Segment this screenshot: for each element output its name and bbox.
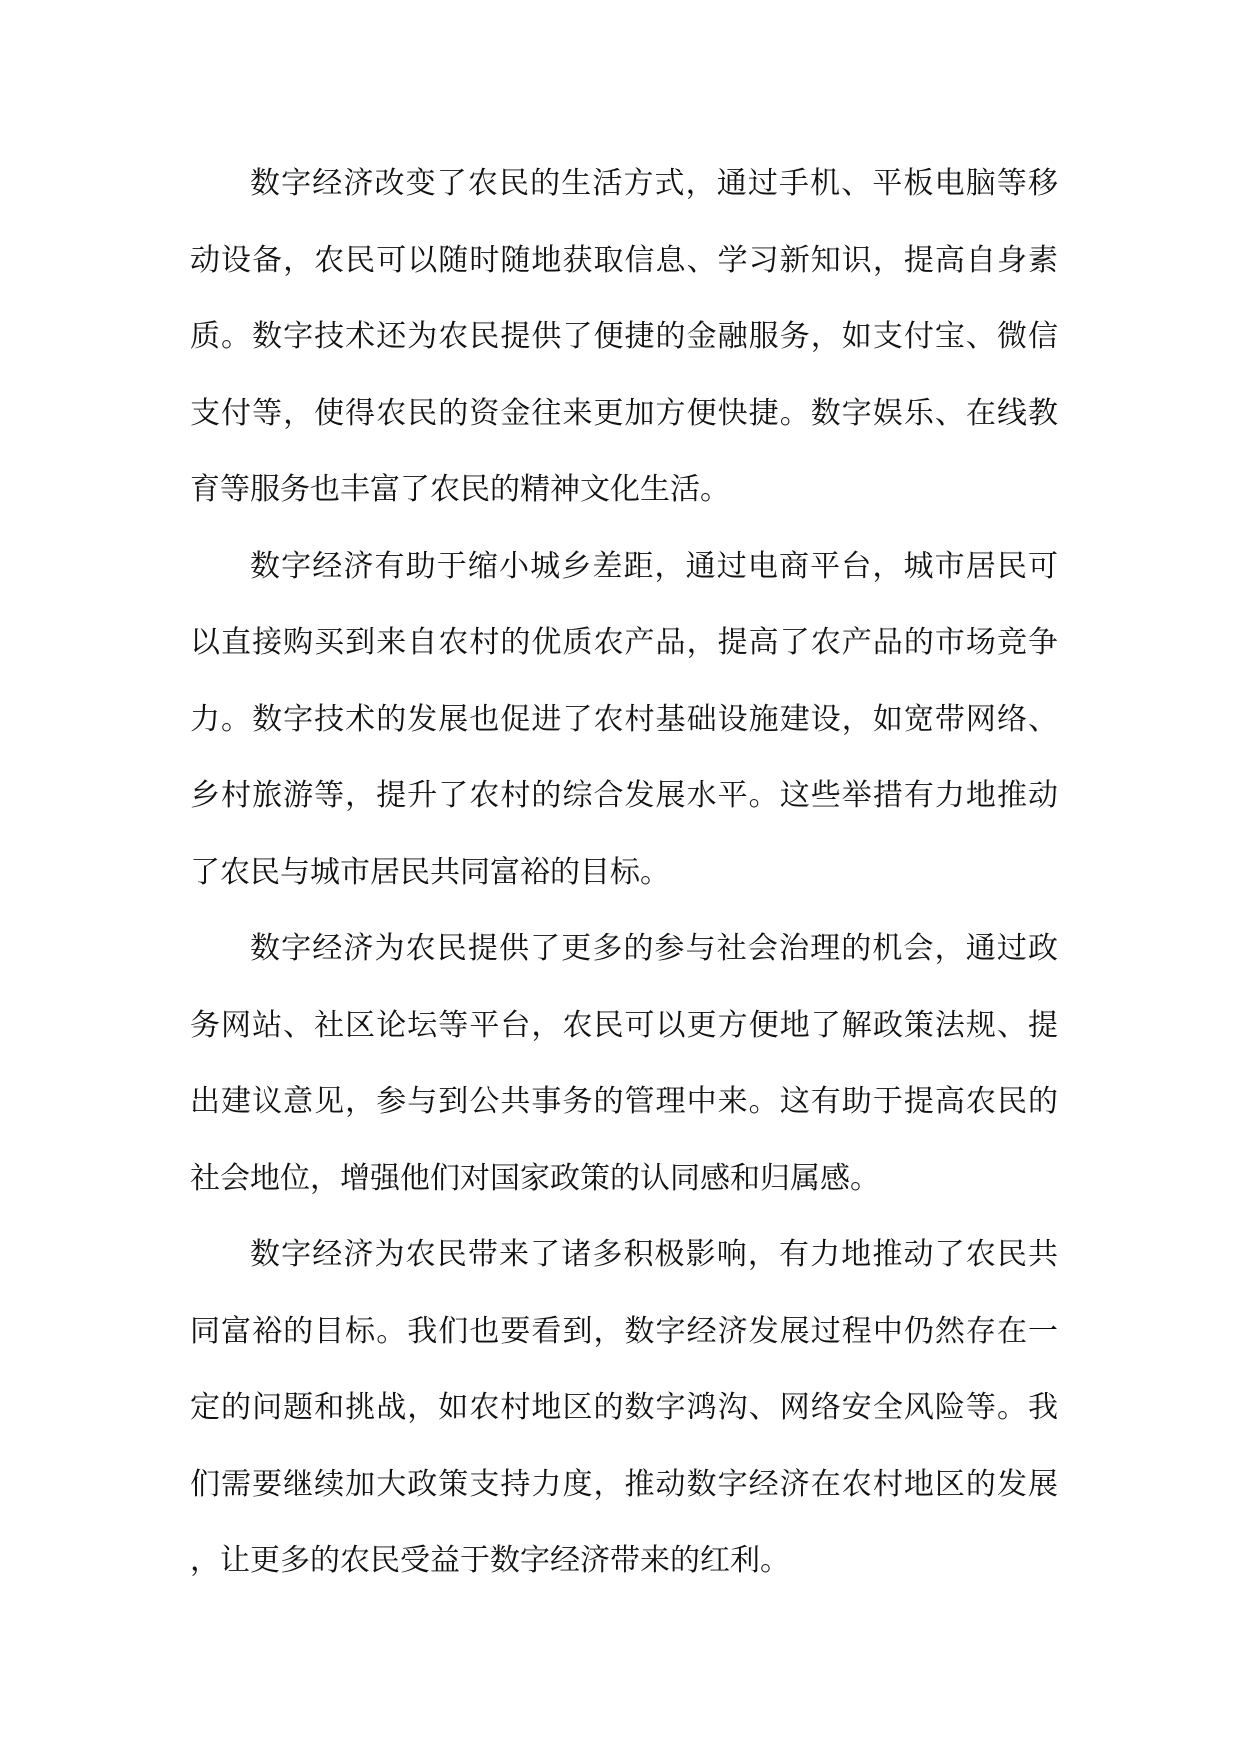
paragraph-4: 数字经济为农民带来了诸多积极影响，有力地推动了农民共同富裕的目标。我们也要看到，数字经济发展过程中仍然存在一定的问题和挑战，如农村地区的数字鸿沟、网络安全风险等。我们需要继续加大政策支持力度，推动数字经济在农村地区的发展，让更多的农民受益于数字经济带来的红利。 [190,1237,1058,1578]
paragraph-3: 数字经济为农民提供了更多的参与社会治理的机会，通过政务网站、社区论坛等平台，农民可以更方便地了解政策法规、提出建议意见，参与到公共事务的管理中来。这有助于提高农民的社会地位，增强他们对国家政策的认同感和归属感。 [190,931,1058,1196]
paragraph-2: 数字经济有助于缩小城乡差距，通过电商平台，城市居民可以直接购买到来自农村的优质农产品，提高了农产品的市场竞争力。数字技术的发展也促进了农村基础设施建设，如宽带网络、乡村旅游等，提升了农村的综合发展水平。这些举措有力地推动了农民与城市居民共同富裕的目标。 [190,548,1058,890]
paragraph-1: 数字经济改变了农民的生活方式，通过手机、平板电脑等移动设备，农民可以随时随地获取信息、学习新知识，提高自身素质。数字技术还为农民提供了便捷的金融服务，如支付宝、微信支付等，使得农民的资金往来更加方便快捷。数字娱乐、在线教育等服务也丰富了农民的精神文化生活。 [190,166,1058,507]
document-body [190,146,1058,1600]
